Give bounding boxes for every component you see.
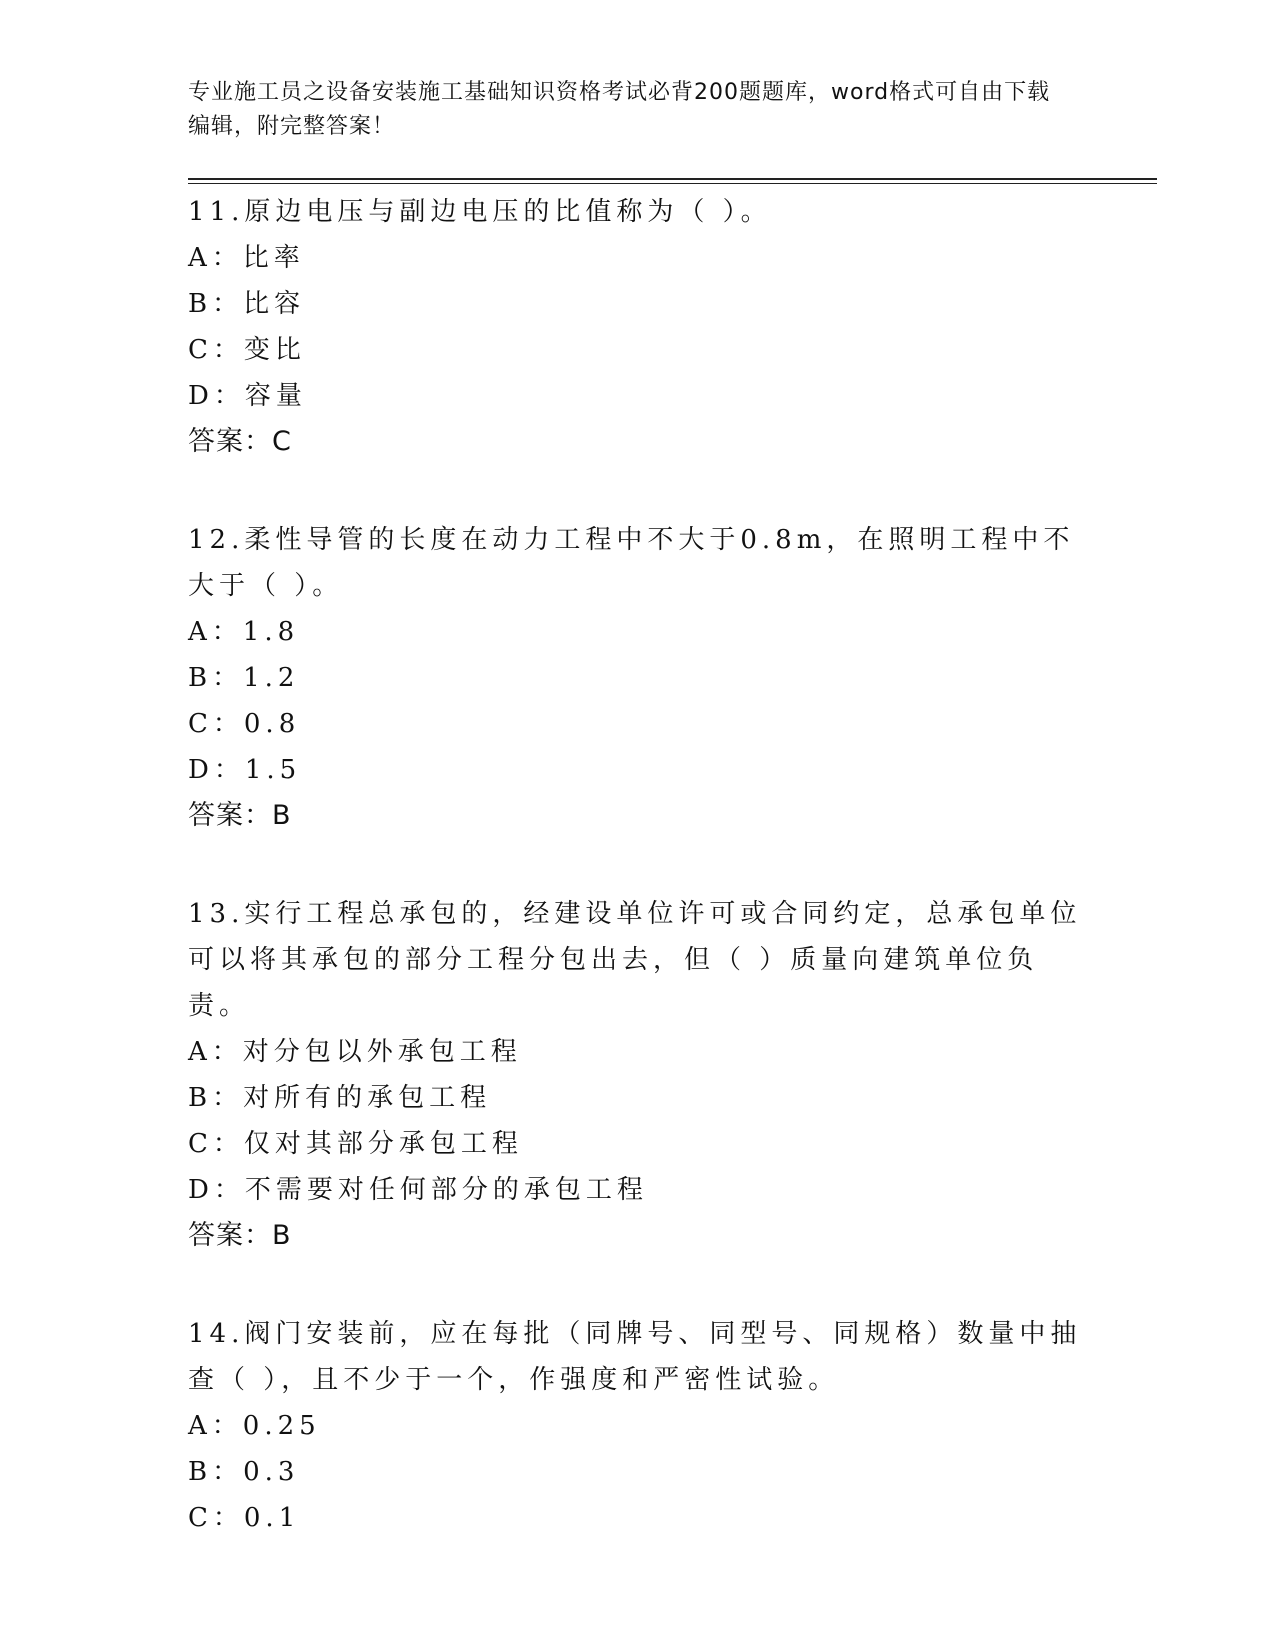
question-stem: 13.实行工程总承包的，经建设单位许可或合同约定，总承包单位可以将其承包的部分工程分包出去，但（ ）质量向建筑单位负责。 [188,899,1082,1021]
header-divider-thin [188,183,1157,184]
question-12 [188,517,1088,839]
option-b: B：比容 [188,289,306,319]
answer-line: 答案：B [188,800,292,831]
option-d: D：不需要对任何部分的承包工程 [188,1175,648,1205]
option-c: C：仅对其部分承包工程 [188,1129,523,1159]
option-b: B：1.2 [188,663,300,693]
question-stem: 11.原边电压与副边电压的比值称为（ ）。 [188,197,772,227]
answer-line: 答案：C [188,426,292,457]
question-14 [188,1311,1088,1541]
question-13 [188,891,1088,1259]
question-stem: 12.柔性导管的长度在动力工程中不大于0.8m，在照明工程中不大于（ ）。 [188,525,1075,601]
option-a: A：0.25 [188,1411,321,1441]
question-stem: 14.阀门安装前，应在每批（同牌号、同型号、同规格）数量中抽查（ ），且不少于一个，作强度和严密性试验。 [188,1319,1082,1395]
option-a: A：比率 [188,243,305,273]
option-a: A：1.8 [188,617,300,647]
option-d: D：1.5 [188,755,302,785]
answer-line: 答案：B [188,1220,292,1251]
option-b: B：0.3 [188,1457,300,1487]
document-header: 专业施工员之设备安装施工基础知识资格考试必背200题题库，word格式可自由下载编辑，附完整答案！ [188,80,1051,139]
question-list [188,189,1088,1593]
option-b: B：对所有的承包工程 [188,1083,492,1113]
question-11 [188,189,1088,465]
option-c: C：0.8 [188,709,301,739]
option-c: C：变比 [188,335,306,365]
option-d: D：容量 [188,381,307,411]
header-divider-thick [188,178,1157,180]
option-a: A：对分包以外承包工程 [188,1037,522,1067]
option-c: C：0.1 [188,1503,301,1533]
